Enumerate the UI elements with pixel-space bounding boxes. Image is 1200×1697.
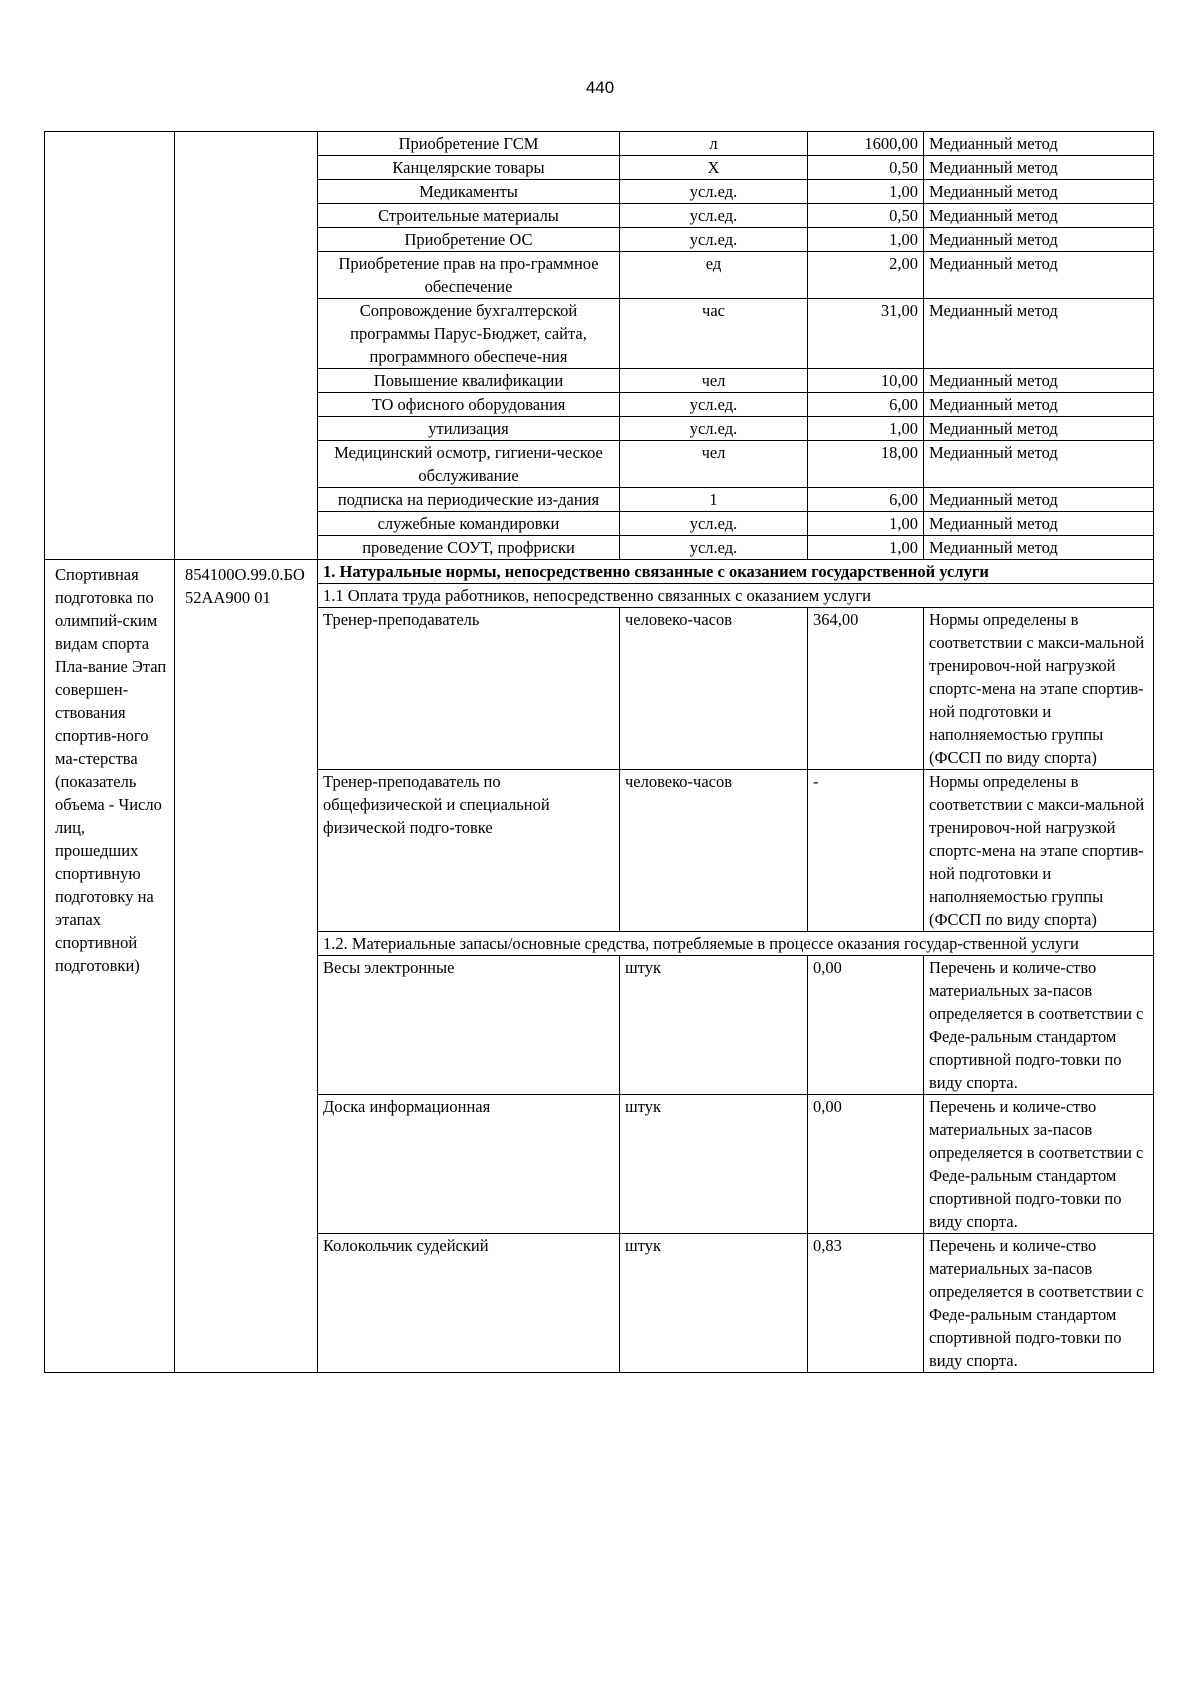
resource-method: Медианный метод	[924, 536, 1154, 560]
resource-method: Медианный метод	[924, 441, 1154, 488]
material-value: 0,00	[808, 1095, 924, 1234]
resource-name: подписка на периодические из-дания	[318, 488, 620, 512]
staff-value: -	[808, 770, 924, 932]
resource-value: 6,00	[808, 393, 924, 417]
staff-unit: человеко-часов	[620, 608, 808, 770]
page-number: 440	[585, 78, 615, 97]
resource-unit: усл.ед.	[620, 228, 808, 252]
section-1-title: 1. Натуральные нормы, непосредственно связанные с оказанием государственной услуги	[318, 560, 1154, 584]
resource-unit: чел	[620, 369, 808, 393]
section-1-1-title: 1.1 Оплата труда работников, непосредственно связанных с оказанием услуги	[318, 584, 1154, 608]
norms-table	[44, 131, 1154, 1373]
staff-name: Тренер-преподаватель по общефизической и специальной физической подго-товке	[318, 770, 620, 932]
resource-unit: л	[620, 132, 808, 156]
resource-unit: час	[620, 299, 808, 369]
resource-value: 2,00	[808, 252, 924, 299]
resource-name: служебные командировки	[318, 512, 620, 536]
resource-name: Приобретение прав на про-граммное обеспечение	[318, 252, 620, 299]
resource-unit: Х	[620, 156, 808, 180]
service-name: Спортивная подготовка по олимпий-ским видам спорта Пла-вание Этап совершен-ствования спортив-ного ма-стерства (показатель объема - Число лиц, прошедших спортивную подготовку на этапах спортивной подготовки)	[45, 560, 175, 1373]
resource-unit: усл.ед.	[620, 536, 808, 560]
resource-unit: усл.ед.	[620, 512, 808, 536]
resource-name: ТО офисного оборудования	[318, 393, 620, 417]
material-unit: штук	[620, 956, 808, 1095]
resource-name: Приобретение ГСМ	[318, 132, 620, 156]
resource-value: 10,00	[808, 369, 924, 393]
material-name: Доска информационная	[318, 1095, 620, 1234]
resource-method: Медианный метод	[924, 204, 1154, 228]
resource-value: 1,00	[808, 536, 924, 560]
staff-value: 364,00	[808, 608, 924, 770]
resource-unit: 1	[620, 488, 808, 512]
staff-note: Нормы определены в соответствии с макси-мальной тренировоч-ной нагрузкой спортс-мена на этапе спортив-ной подготовки и наполняемостью группы (ФССП по виду спорта)	[924, 608, 1154, 770]
staff-unit: человеко-часов	[620, 770, 808, 932]
section-1-2-title: 1.2. Материальные запасы/основные средства, потребляемые в процессе оказания государ-ственной услуги	[318, 932, 1154, 956]
resource-method: Медианный метод	[924, 417, 1154, 441]
service-code: 854100О.99.0.БО52АА900 01	[175, 560, 318, 1373]
resource-method: Медианный метод	[924, 369, 1154, 393]
resource-method: Медианный метод	[924, 180, 1154, 204]
resource-name: Сопровождение бухгалтерской программы Парус-Бюджет, сайта, программного обеспече-ния	[318, 299, 620, 369]
material-name: Весы электронные	[318, 956, 620, 1095]
resource-unit: чел	[620, 441, 808, 488]
material-note: Перечень и количе-ство материальных за-пасов определяется в соответствии с Феде-ральным стандартом спортивной подго-товки по виду спорта.	[924, 1234, 1154, 1373]
resource-value: 1,00	[808, 512, 924, 536]
resource-value: 0,50	[808, 156, 924, 180]
resource-name: Строительные материалы	[318, 204, 620, 228]
resource-unit: усл.ед.	[620, 180, 808, 204]
resource-method: Медианный метод	[924, 488, 1154, 512]
resource-name: Канцелярские товары	[318, 156, 620, 180]
resource-unit: ед	[620, 252, 808, 299]
resource-method: Медианный метод	[924, 252, 1154, 299]
resource-value: 1,00	[808, 180, 924, 204]
empty-service-cell	[45, 132, 175, 560]
resource-unit: усл.ед.	[620, 417, 808, 441]
material-value: 0,00	[808, 956, 924, 1095]
resource-value: 1600,00	[808, 132, 924, 156]
resource-method: Медианный метод	[924, 393, 1154, 417]
material-value: 0,83	[808, 1234, 924, 1373]
resource-value: 6,00	[808, 488, 924, 512]
resource-value: 0,50	[808, 204, 924, 228]
resource-value: 18,00	[808, 441, 924, 488]
resource-unit: усл.ед.	[620, 204, 808, 228]
material-unit: штук	[620, 1095, 808, 1234]
resource-value: 1,00	[808, 417, 924, 441]
resource-method: Медианный метод	[924, 156, 1154, 180]
resource-method: Медианный метод	[924, 228, 1154, 252]
material-note: Перечень и количе-ство материальных за-пасов определяется в соответствии с Феде-ральным стандартом спортивной подго-товки по виду спорта.	[924, 1095, 1154, 1234]
table-row	[45, 132, 1154, 156]
material-name: Колокольчик судейский	[318, 1234, 620, 1373]
resource-name: Медицинский осмотр, гигиени-ческое обслуживание	[318, 441, 620, 488]
material-unit: штук	[620, 1234, 808, 1373]
resource-method: Медианный метод	[924, 132, 1154, 156]
resource-name: проведение СОУТ, профриски	[318, 536, 620, 560]
material-note: Перечень и количе-ство материальных за-пасов определяется в соответствии с Феде-ральным стандартом спортивной подго-товки по виду спорта.	[924, 956, 1154, 1095]
table-row	[45, 560, 1154, 584]
staff-note: Нормы определены в соответствии с макси-мальной тренировоч-ной нагрузкой спортс-мена на этапе спортив-ной подготовки и наполняемостью группы (ФССП по виду спорта)	[924, 770, 1154, 932]
staff-name: Тренер-преподаватель	[318, 608, 620, 770]
resource-name: Медикаменты	[318, 180, 620, 204]
resource-value: 31,00	[808, 299, 924, 369]
resource-method: Медианный метод	[924, 299, 1154, 369]
resource-name: Приобретение ОС	[318, 228, 620, 252]
resource-method: Медианный метод	[924, 512, 1154, 536]
resource-value: 1,00	[808, 228, 924, 252]
resource-name: утилизация	[318, 417, 620, 441]
resource-name: Повышение квалификации	[318, 369, 620, 393]
resource-unit: усл.ед.	[620, 393, 808, 417]
empty-code-cell	[175, 132, 318, 560]
